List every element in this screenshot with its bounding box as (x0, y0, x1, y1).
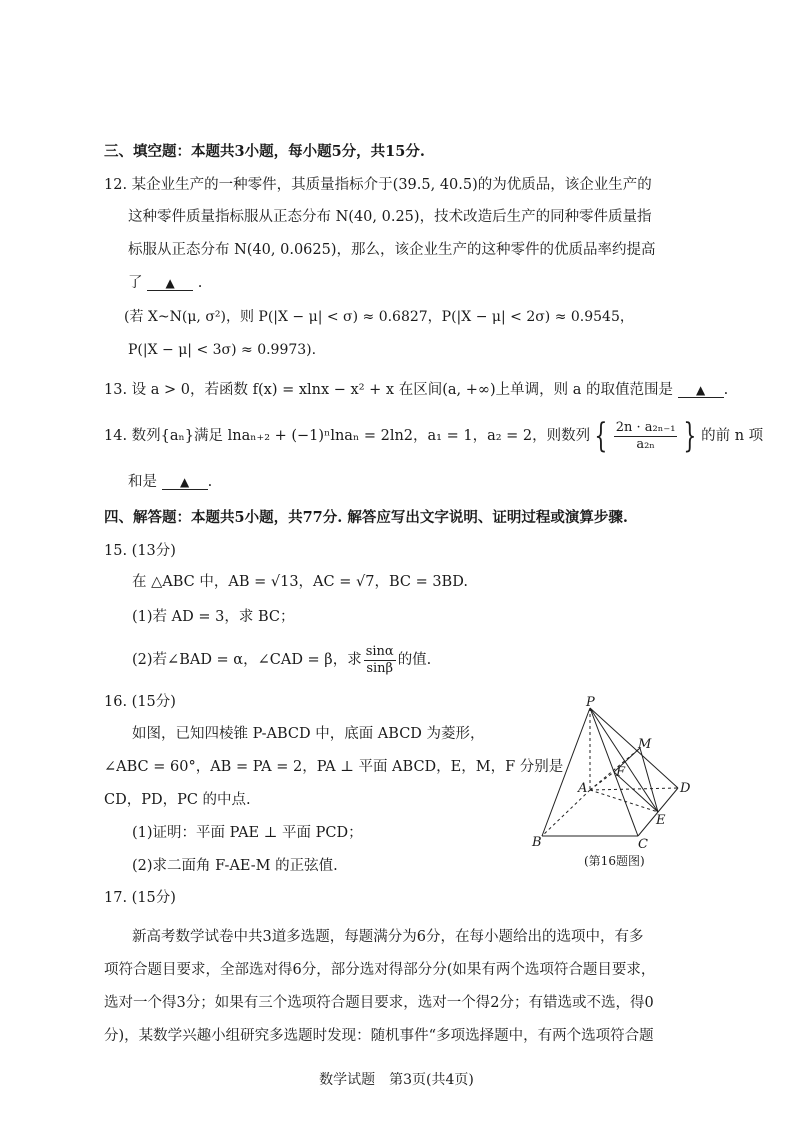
figure-caption: (第16题图) (584, 854, 645, 868)
page-footer: 数学试题 第3页(共4页) (319, 1072, 474, 1088)
q12-line-3: 标服从正态分布 N(40, 0.0625)，那么，该企业生产的这种零件的优质品率约提高 (128, 242, 656, 258)
q14-line-2 (128, 472, 212, 492)
q12-answer-blank[interactable]: ▲ (147, 276, 193, 291)
label-a: A (578, 781, 588, 796)
q15-fraction-numerator: sinα (365, 643, 394, 659)
edge-am-hidden (590, 748, 640, 790)
q14-suffix: 的前 n 项 (701, 428, 764, 444)
q16-part-1: (1)证明：平面 PAE ⊥ 平面 PCD； (132, 825, 363, 841)
q16-line-3: CD，PD，PC 的中点. (104, 792, 251, 808)
label-b: B (532, 835, 542, 850)
section-3-header: 三、填空题：本题共3小题，每小题5分，共15分. (104, 143, 425, 160)
label-d: D (680, 781, 691, 796)
q12-line-1: 12. 某企业生产的一种零件，其质量指标介于(39.5, 40.5)的为优质品，该企业生产的 (104, 177, 652, 193)
q17-line-4: 分)，某数学兴趣小组研究多选题时发现：随机事件“多项选择题中，有两个选项符合题 (104, 1028, 654, 1044)
q15-number: 15. (13分) (104, 543, 176, 559)
q13-text: 13. 设 a > 0，若函数 f(x) = xlnx − x² + x 在区间(a, +∞)上单调，则 a 的取值范围是 (104, 382, 673, 398)
q12-line-2: 这种零件质量指标服从正态分布 N(40, 0.25)，技术改造后生产的同种零件质量指 (128, 209, 652, 225)
q15-fraction (364, 644, 396, 677)
q17-line-3: 选对一个得3分；如果有三个选项符合题目要求，选对一个得2分；有错选或不选，得0 (104, 995, 654, 1011)
q13-answer-blank[interactable]: ▲ (678, 383, 724, 398)
q14-line-2-prefix: 和是 (128, 474, 157, 490)
q16-line-2: ∠ABC = 60°，AB = PA = 2，PA ⊥ 平面 ABCD，E，M，F 分别是 (104, 759, 564, 775)
q14-fraction-denominator: a₂ₙ (636, 436, 655, 452)
q16-number: 16. (15分) (104, 694, 176, 710)
label-m: M (638, 737, 652, 752)
q14-line-1 (104, 416, 763, 456)
q12-hint-1: (若 X~N(μ, σ²)，则 P(|X − μ| < σ) ≈ 0.6827，P(|X − μ| < 2σ) ≈ 0.9545， (124, 309, 634, 325)
q15-part-2-suffix: 的值. (397, 652, 432, 668)
q16-part-2: (2)求二面角 F-AE-M 的正弦值. (132, 858, 338, 874)
section-4-header: 四、解答题：本题共5小题，共77分. 解答应写出文字说明、证明过程或演算步骤. (104, 509, 628, 526)
q15-part-2-prefix: (2)若∠BAD = α，∠CAD = β，求 (132, 652, 362, 668)
label-e: E (656, 813, 666, 828)
edge-ae-hidden (590, 790, 658, 812)
q17-number: 17. (15分) (104, 890, 176, 906)
left-brace-icon: { (594, 416, 608, 456)
q17-line-2: 项符合题目要求，全部选对得6分，部分选对得部分分(如果有两个选项符合题目要求， (104, 962, 656, 978)
label-c: C (638, 837, 648, 852)
q12-line-4-suffix: . (197, 275, 203, 291)
q12-hint-2: P(|X − μ| < 3σ) ≈ 0.9973). (128, 342, 317, 358)
q14-prefix: 14. 数列{aₙ}满足 lnaₙ₊₂ + (−1)ⁿlnaₙ = 2ln2，a₁ = 1，a₂ = 2，则数列 (104, 428, 591, 444)
q15-stem: 在 △ABC 中，AB = √13，AC = √7，BC = 3BD. (132, 574, 468, 590)
label-p: P (586, 695, 595, 710)
edge-ab-hidden (542, 790, 590, 836)
q13-suffix: . (723, 382, 729, 398)
edge-pb (542, 708, 590, 836)
q15-part-2 (132, 642, 431, 678)
q13-line (104, 380, 728, 400)
pyramid-figure (528, 692, 708, 864)
right-brace-icon: } (683, 416, 697, 456)
q15-part-1: (1)若 AD = 3，求 BC； (132, 609, 295, 625)
edge-af-hidden (590, 772, 614, 790)
q12-line-4-prefix: 了 (128, 275, 143, 291)
q16-line-1: 如图，已知四棱锥 P-ABCD 中，底面 ABCD 为菱形， (132, 726, 485, 742)
q12-line-4 (128, 273, 202, 293)
q14-line-2-suffix: . (207, 474, 213, 490)
q14-fraction (614, 420, 678, 453)
q14-fraction-numerator: 2n · a₂ₙ₋₁ (615, 419, 676, 435)
q17-line-1: 新高考数学试卷中共3道多选题，每题满分为6分，在每小题给出的选项中，有多 (132, 929, 644, 945)
edge-me (640, 748, 658, 812)
q14-answer-blank[interactable]: ▲ (162, 475, 208, 490)
label-f: F (616, 765, 626, 780)
q15-fraction-denominator: sinβ (366, 660, 394, 676)
